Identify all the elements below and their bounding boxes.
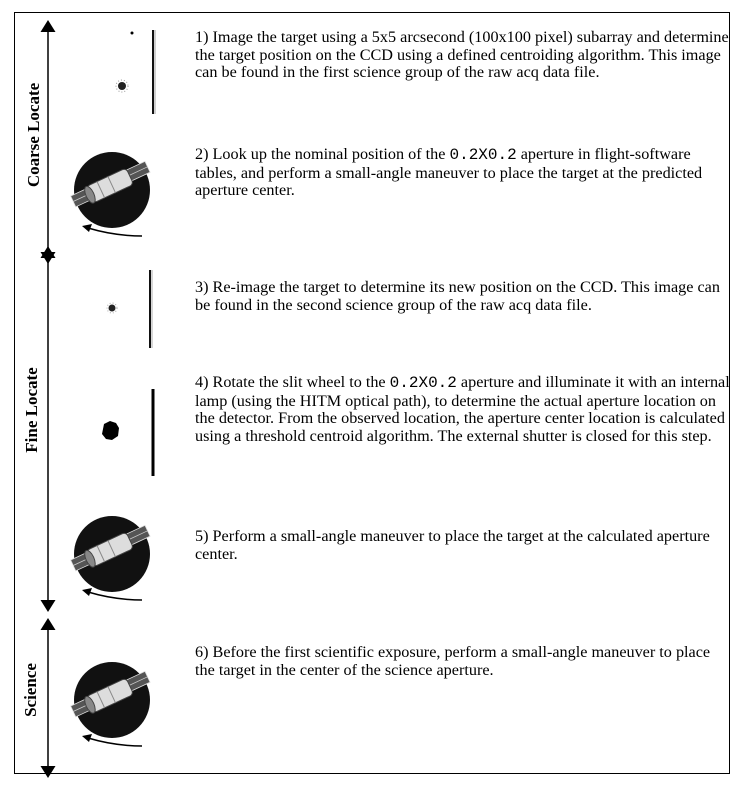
step-description: Rotate the slit wheel to the [212,373,386,391]
step-number: 2) [195,145,209,163]
step-3-text [195,279,730,314]
aperture-name: 0.2X0.2 [449,146,517,164]
step-description: aperture and illuminate it with an internal lamp (using the HITM optical path), to determine the actual aperture location on the detector. From the observed location, the aperture center location is calculated using a threshold centroid algorithm. The external shutter is closed for this step. [195,373,730,445]
step-description: aperture in flight-software tables, and perform a small-angle maneuver to place the target at the predicted aperture center. [195,145,703,199]
target-spot [109,305,116,312]
step-5-text [195,528,730,563]
step-number: 6) [195,643,209,661]
fine-locate-label: Fine Locate [20,364,44,455]
step-number: 4) [195,373,209,391]
step-description: Re-image the target to determine its new position on the CCD. This image can be found in the second science group of the raw acq data file. [195,278,720,314]
aperture-name: 0.2X0.2 [389,374,457,392]
step-description: Before the first scientific exposure, perform a small-angle maneuver to place the target in the center of the science aperture. [195,643,711,679]
coarse-subarray-image [94,24,164,120]
target-spot [118,82,126,90]
hubble-telescope-icon [70,658,160,753]
step-number: 1) [195,28,209,46]
step-description: Perform a small-angle maneuver to place the target at the calculated aperture center. [195,527,710,563]
hubble-telescope-icon [70,148,160,243]
hubble-telescope-icon [70,512,160,607]
fine-subarray-image [94,268,164,350]
coarse-locate-label: Coarse Locate [22,80,46,190]
lamp-aperture-image [94,384,164,484]
step-description: Look up the nominal position of the [212,145,446,163]
step-4-text [195,374,730,445]
step-1-text [195,29,730,82]
step-number: 5) [195,527,209,545]
step-number: 3) [195,278,209,296]
step-2-text [195,146,730,200]
science-label: Science [19,660,43,720]
step-6-text [195,644,730,679]
step-description: Image the target using a 5x5 arcsecond (100x100 pixel) subarray and determine the target position on the CCD using a defined centroiding algorithm. This image can be found in the first science group of the raw acq data file. [195,28,729,81]
